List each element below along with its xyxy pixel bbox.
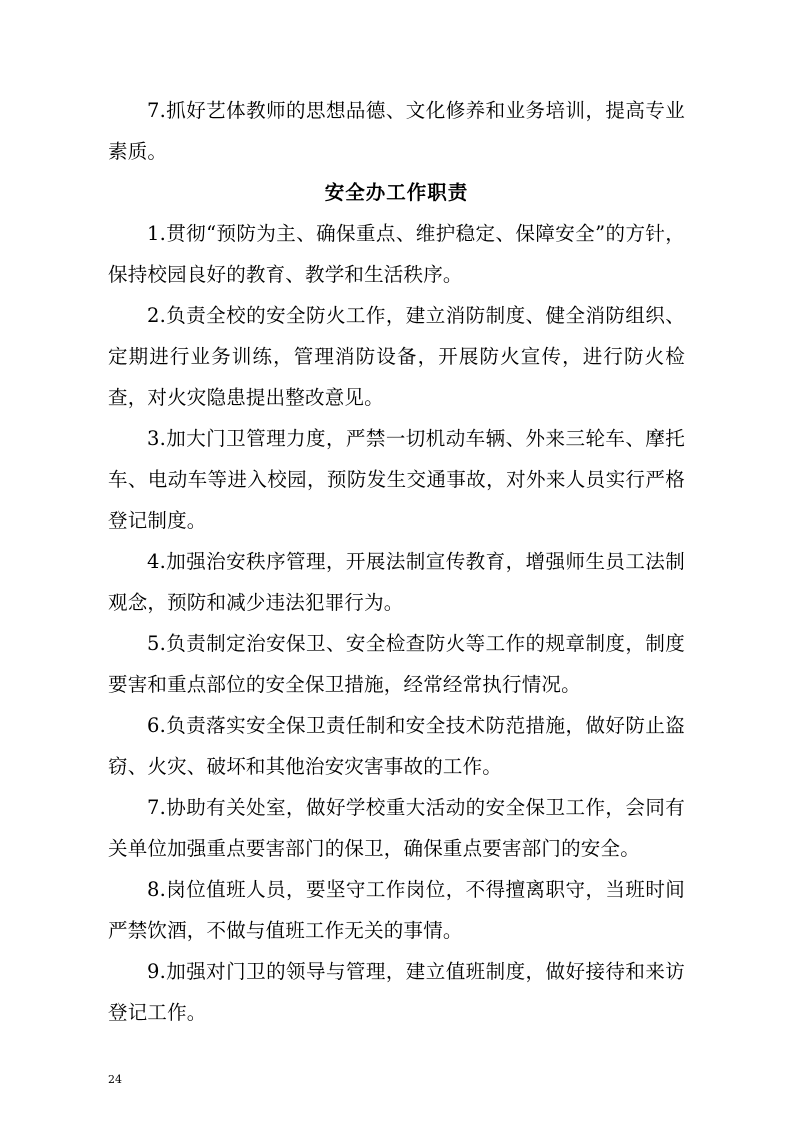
paragraph: 7.协助有关处室，做好学校重大活动的安全保卫工作，会同有关单位加强重点要害部门的保卫，确保重点要害部门的安全。 bbox=[108, 796, 685, 860]
section-heading: 安全办工作职责 bbox=[324, 181, 469, 204]
paragraph: 5.负责制定治安保卫、安全检查防火等工作的规章制度，制度要害和重点部位的安全保卫措施，经常经常执行情况。 bbox=[108, 632, 685, 696]
paragraph: 6.负责落实安全保卫责任制和安全技术防范措施，做好防止盗窃、火灾、破坏和其他治安灾害事故的工作。 bbox=[108, 714, 685, 778]
paragraph: 2.负责全校的安全防火工作，建立消防制度、健全消防组织、定期进行业务训练，管理消防设备，开展防火宣传，进行防火检查，对火灾隐患提出整改意见。 bbox=[108, 304, 685, 409]
paragraph: 8.岗位值班人员，要坚守工作岗位，不得擅离职守，当班时间严禁饮酒，不做与值班工作无关的事情。 bbox=[108, 878, 685, 942]
paragraph: 9.加强对门卫的领导与管理，建立值班制度，做好接待和来访登记工作。 bbox=[108, 960, 685, 1024]
document-body bbox=[108, 90, 685, 1033]
paragraph: 7.抓好艺体教师的思想品德、文化修养和业务培训，提高专业素质。 bbox=[108, 99, 685, 163]
paragraph: 4.加强治安秩序管理，开展法制宣传教育，增强师生员工法制观念，预防和减少违法犯罪行为。 bbox=[108, 550, 685, 614]
paragraph: 3.加大门卫管理力度，严禁一切机动车辆、外来三轮车、摩托车、电动车等进入校园，预防发生交通事故，对外来人员实行严格登记制度。 bbox=[108, 427, 685, 532]
paragraph: 1.贯彻“预防为主、确保重点、维护稳定、保障安全”的方针，保持校园良好的教育、教学和生活秩序。 bbox=[108, 222, 685, 286]
page-number: 24 bbox=[108, 1073, 122, 1086]
